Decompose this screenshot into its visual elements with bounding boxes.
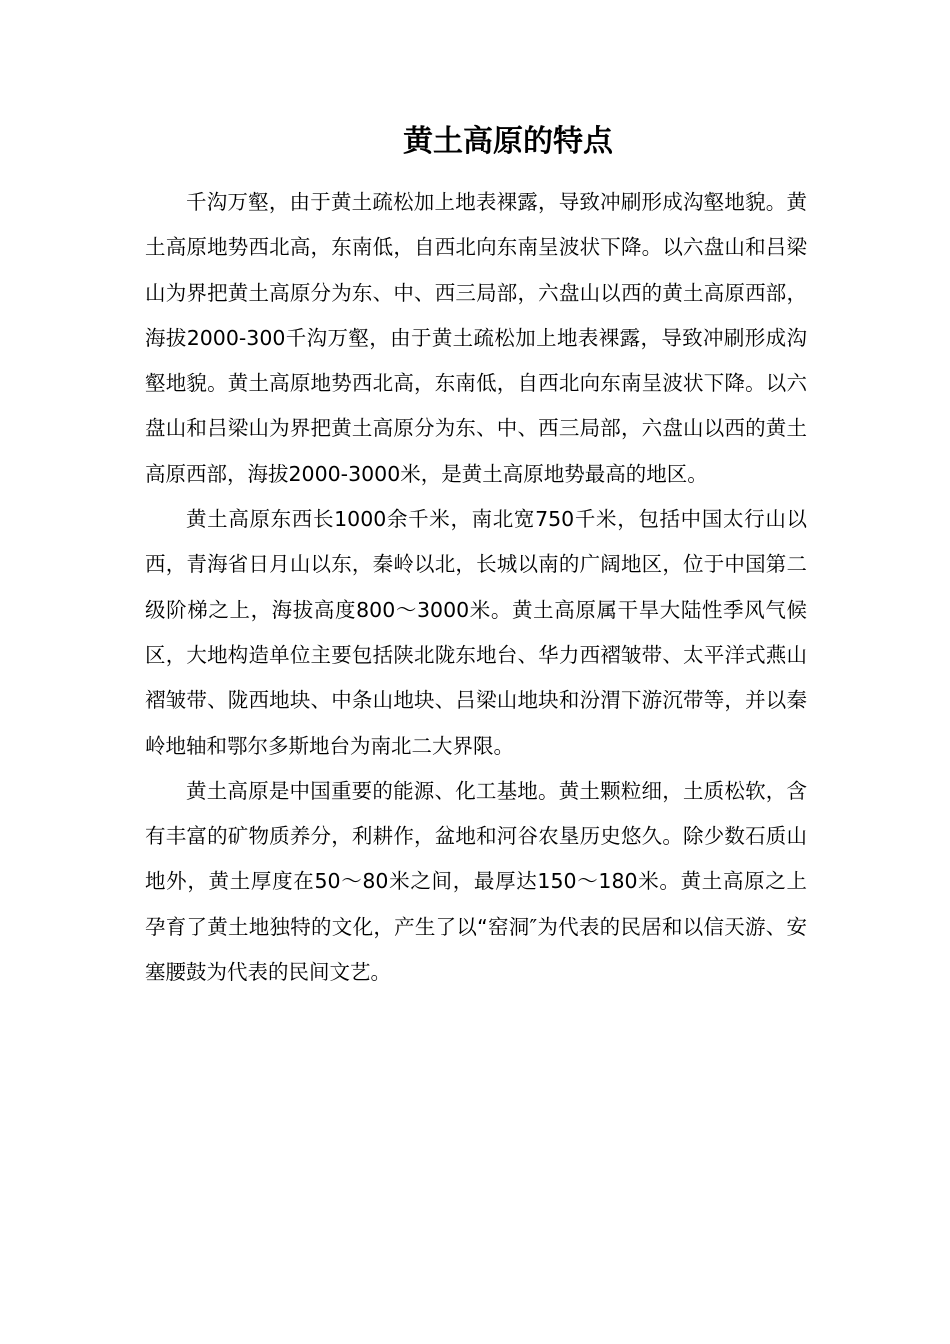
- paragraph-2: 黄土高原东西长1000余千米，南北宽750千米，包括中国太行山以西，青海省日月山以东，秦岭以北，长城以南的广阔地区，位于中国第二级阶梯之上，海拔高度800～3000米。黄土高原属干旱大陆性季风气候区，大地构造单位主要包括陕北陇东地台、华力西褶皱带、太平洋式燕山褶皱带、陇西地块、中条山地块、吕梁山地块和汾渭下游沉带等，并以秦岭地轴和鄂尔多斯地台为南北二大界限。: [145, 507, 807, 758]
- paragraph-3: 黄土高原是中国重要的能源、化工基地。黄土颗粒细，土质松软，含有丰富的矿物质养分，利耕作，盆地和河谷农垦历史悠久。除少数石质山地外，黄土厚度在50～80米之间，最厚达150～180米。黄土高原之上孕育了黄土地独特的文化，产生了以“窑洞″为代表的民居和以信天游、安塞腰鼓为代表的民间文艺。: [145, 778, 807, 985]
- document-title: 黄土高原的特点: [403, 124, 613, 159]
- document-body: [145, 180, 807, 995]
- paragraph-1: 千沟万壑，由于黄土疏松加上地表裸露，导致冲刷形成沟壑地貌。黄土高原地势西北高，东南低，自西北向东南呈波状下降。以六盘山和吕梁山为界把黄土高原分为东、中、西三局部，六盘山以西的黄土高原西部，海拔2000-300千沟万壑，由于黄土疏松加上地表裸露，导致冲刷形成沟壑地貌。黄土高原地势西北高，东南低，自西北向东南呈波状下降。以六盘山和吕梁山为界把黄土高原分为东、中、西三局部，六盘山以西的黄土高原西部，海拔2000-3000米，是黄土高原地势最高的地区。: [145, 190, 807, 486]
